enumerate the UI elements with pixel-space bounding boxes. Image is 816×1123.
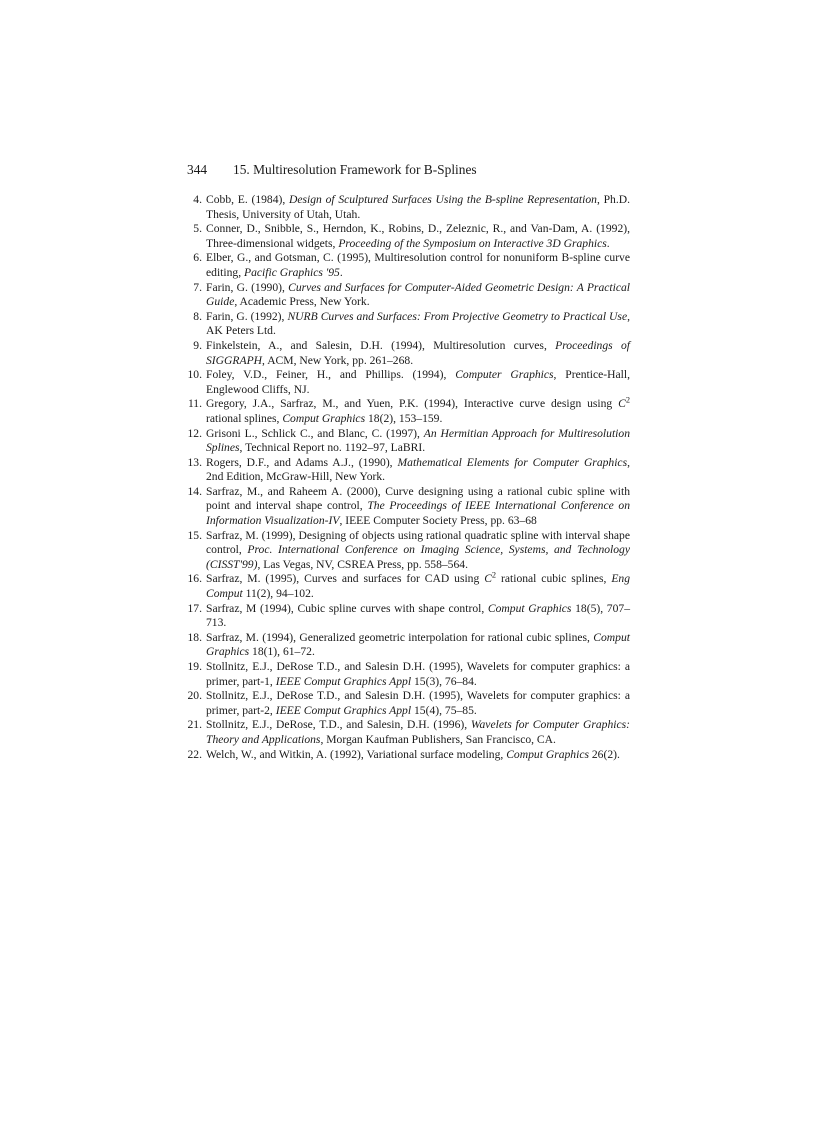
italic-title: Wavelets for Computer Graphics: Theory and Applications bbox=[206, 718, 630, 746]
italic-title: NURB Curves and Surfaces: From Projective Geometry to Practical Use bbox=[287, 309, 628, 323]
reference-item bbox=[187, 689, 630, 718]
reference-number: 4. bbox=[193, 193, 202, 206]
text-segment: Stollnitz, E.J., DeRose T.D., and Salesin D.H. (1995), Wavelets for computer graphics: a primer, part-1, bbox=[206, 660, 630, 688]
reference-item bbox=[187, 193, 630, 222]
text-segment: , Academic Press, New York. bbox=[234, 295, 370, 309]
reference-text bbox=[206, 368, 630, 396]
text-segment: Sarfraz, M (1994), Cubic spline curves with shape control, bbox=[206, 601, 488, 615]
reference-text bbox=[206, 748, 620, 761]
reference-text bbox=[206, 572, 630, 600]
italic-title: Comput Graphics bbox=[506, 747, 589, 761]
text-segment: Farin, G. (1992), bbox=[206, 309, 288, 323]
reference-text bbox=[206, 427, 630, 455]
reference-number: 15. bbox=[187, 528, 202, 542]
italic-title: Pacific Graphics '95 bbox=[244, 265, 340, 279]
reference-item bbox=[187, 368, 630, 397]
reference-item bbox=[187, 748, 630, 763]
reference-item bbox=[187, 631, 630, 660]
superscript: 2 bbox=[625, 395, 630, 405]
reference-item bbox=[187, 485, 630, 529]
italic-title: Comput Graphics bbox=[282, 411, 366, 425]
reference-number: 21. bbox=[187, 718, 202, 732]
reference-number: 8. bbox=[193, 309, 202, 323]
reference-text bbox=[206, 718, 630, 746]
reference-text bbox=[206, 660, 630, 688]
reference-number: 11. bbox=[187, 397, 202, 411]
text-segment: Elber, G., and Gotsman, C. (1995), Multiresolution control for nonuniform B-spline curve editing, bbox=[206, 251, 630, 279]
italic-title: An Hermitian Approach for Multiresolution Splines bbox=[206, 426, 630, 455]
italic-title: Design of Sculptured Surfaces Using the B-spline Representation bbox=[289, 193, 597, 206]
italic-title: Eng Comput bbox=[206, 572, 631, 601]
text-segment: Rogers, D.F., and Adams A.J., (1990), bbox=[206, 455, 398, 469]
text-segment: , Las Vegas, NV, CSREA Press, pp. 558–564. bbox=[257, 557, 468, 571]
reference-number: 7. bbox=[193, 280, 202, 294]
italic-title: IEEE Comput Graphics Appl bbox=[275, 703, 412, 717]
italic-title: Comput Graphics bbox=[206, 630, 630, 659]
text-segment: Stollnitz, E.J., DeRose T.D., and Salesin D.H. (1995), Wavelets for computer graphics: a primer, part-2, bbox=[206, 689, 630, 717]
reference-text bbox=[206, 485, 630, 527]
reference-text bbox=[206, 339, 630, 367]
text-segment: Sarfraz, M., and Raheem A. (2000), Curve designing using a rational cubic spline with point and interval shape control, bbox=[206, 484, 630, 513]
italic-title: Proceedings of SIGGRAPH bbox=[206, 338, 630, 367]
reference-item bbox=[187, 718, 630, 747]
text-segment: , ACM, New York, pp. 261–268. bbox=[262, 353, 414, 367]
text-segment: Sarfraz, M. (1994), Generalized geometric interpolation for rational cubic splines, bbox=[206, 630, 594, 644]
text-segment: 11(2), 94–102. bbox=[242, 587, 314, 601]
reference-number: 19. bbox=[187, 660, 202, 673]
text-segment: , Technical Report no. 1192–97, LaBRI. bbox=[239, 441, 426, 455]
text-segment: 18(2), 153–159. bbox=[365, 411, 443, 425]
text-segment: , Morgan Kaufman Publishers, San Francisco, CA. bbox=[320, 732, 556, 746]
text-segment: , 2nd Edition, McGraw-Hill, New York. bbox=[206, 455, 630, 484]
reference-text bbox=[206, 631, 630, 659]
reference-number: 14. bbox=[187, 484, 202, 498]
italic-title: Curves and Surfaces for Computer-Aided Geometric Design: A Practical Guide bbox=[206, 280, 630, 309]
text-segment: , Prentice-Hall, Englewood Cliffs, NJ. bbox=[206, 368, 630, 396]
text-segment: 15(4), 75–85. bbox=[411, 703, 477, 717]
text-segment: Stollnitz, E.J., DeRose, T.D., and Salesin, D.H. (1996), bbox=[206, 718, 471, 732]
reference-number: 13. bbox=[187, 455, 202, 469]
text-segment: , AK Peters Ltd. bbox=[206, 309, 630, 338]
reference-item bbox=[187, 310, 630, 339]
text-segment: 15(3), 76–84. bbox=[411, 674, 477, 688]
reference-text bbox=[206, 310, 630, 338]
reference-item bbox=[187, 222, 630, 251]
text-segment: , IEEE Computer Society Press, pp. 63–68 bbox=[339, 514, 537, 528]
text-segment: Grisoni L., Schlick C., and Blanc, C. (1997), bbox=[206, 426, 424, 440]
text-segment: Conner, D., Snibble, S., Herndon, K., Robins, D., Zeleznic, R., and Van-Dam, A. (1992), Three-dimensional widgets, bbox=[206, 222, 630, 250]
reference-number: 17. bbox=[187, 601, 202, 615]
italic-title: Computer Graphics bbox=[455, 368, 554, 382]
text-segment: 26(2). bbox=[588, 747, 620, 761]
italic-title: C bbox=[484, 572, 492, 586]
text-segment: 18(1), 61–72. bbox=[249, 645, 315, 659]
reference-item bbox=[187, 251, 630, 280]
page-number: 344 bbox=[187, 162, 208, 177]
text-segment: Welch, W., and Witkin, A. (1992), Variational surface modeling, bbox=[206, 747, 507, 761]
reference-number: 12. bbox=[187, 426, 202, 440]
text-segment: Sarfraz, M. (1999), Designing of objects using rational quadratic spline with interval shape control, bbox=[206, 528, 630, 557]
text-segment: rational cubic splines, bbox=[496, 572, 612, 586]
reference-number: 10. bbox=[187, 368, 202, 382]
reference-item bbox=[187, 602, 630, 631]
reference-number: 16. bbox=[187, 572, 202, 586]
reference-item bbox=[187, 397, 630, 426]
reference-text bbox=[206, 222, 630, 250]
text-segment: . bbox=[339, 265, 343, 279]
reference-item bbox=[187, 660, 630, 689]
italic-title: C bbox=[618, 397, 626, 411]
reference-item bbox=[187, 529, 630, 573]
italic-title: Comput Graphics bbox=[487, 601, 572, 615]
superscript: 2 bbox=[491, 570, 497, 580]
reference-text bbox=[206, 193, 630, 221]
italic-title: Proc. International Conference on Imaging Science, Systems, and Technology (CISST'99) bbox=[206, 543, 630, 571]
reference-item bbox=[187, 427, 630, 456]
reference-text bbox=[206, 251, 630, 279]
reference-list bbox=[187, 193, 630, 762]
reference-item bbox=[187, 281, 630, 310]
text-segment: Finkelstein, A., and Salesin, D.H. (1994), Multiresolution curves, bbox=[206, 338, 556, 352]
text-segment: Sarfraz, M. (1995), Curves and surfaces for CAD using bbox=[206, 572, 485, 586]
italic-title: IEEE Comput Graphics Appl bbox=[275, 674, 412, 688]
reference-number: 9. bbox=[193, 338, 202, 352]
text-segment: , Ph.D. Thesis, University of Utah, Utah. bbox=[206, 193, 630, 221]
reference-number: 22. bbox=[187, 747, 202, 761]
reference-text bbox=[206, 397, 630, 425]
reference-number: 20. bbox=[187, 689, 202, 703]
reference-text bbox=[206, 689, 630, 717]
text-segment: Cobb, E. (1984), bbox=[206, 193, 289, 206]
text-segment: rational splines, bbox=[206, 411, 283, 425]
reference-item bbox=[187, 456, 630, 485]
reference-text bbox=[206, 456, 630, 484]
italic-title: The Proceedings of IEEE International Conference on Information Visualization-IV bbox=[206, 499, 630, 528]
reference-number: 5. bbox=[193, 222, 202, 236]
book-page bbox=[187, 161, 630, 762]
reference-item bbox=[187, 572, 630, 601]
text-segment: Foley, V.D., Feiner, H., and Phillips. (1994), bbox=[206, 368, 456, 382]
running-title: 15. Multiresolution Framework for B-Splines bbox=[233, 162, 477, 177]
italic-title: Mathematical Elements for Computer Graphics bbox=[397, 455, 628, 469]
reference-text bbox=[206, 602, 630, 630]
text-segment: 18(5), 707–713. bbox=[206, 601, 630, 630]
reference-text bbox=[206, 529, 630, 571]
text-segment: Farin, G. (1990), bbox=[206, 280, 289, 294]
reference-number: 18. bbox=[187, 630, 202, 644]
text-segment: . bbox=[606, 236, 610, 250]
reference-text bbox=[206, 281, 630, 309]
italic-title: Proceeding of the Symposium on Interactive 3D Graphics bbox=[338, 236, 607, 250]
text-segment: Gregory, J.A., Sarfraz, M., and Yuen, P.K. (1994), Interactive curve design using bbox=[206, 397, 619, 411]
reference-item bbox=[187, 339, 630, 368]
running-header bbox=[187, 161, 630, 179]
reference-number: 6. bbox=[193, 251, 202, 265]
